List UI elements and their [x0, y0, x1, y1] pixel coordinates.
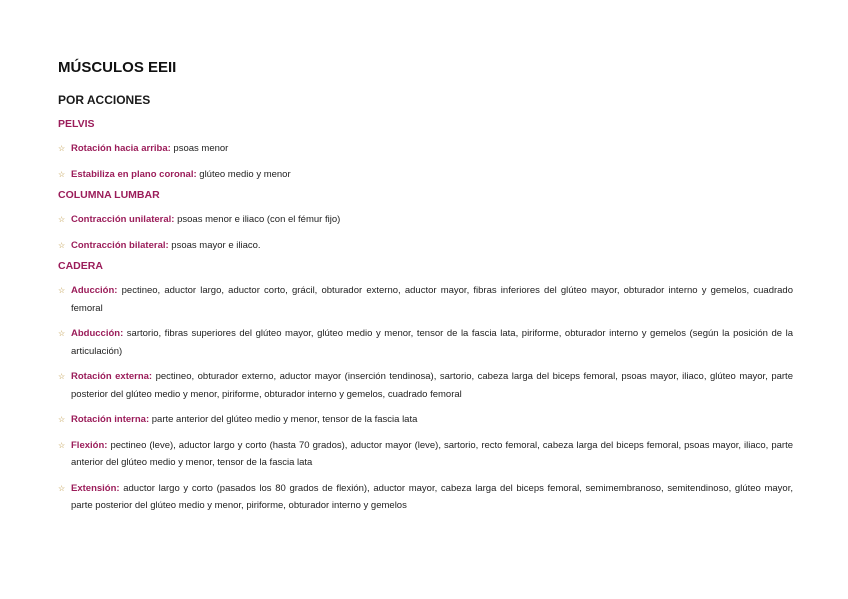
list-item: [58, 368, 793, 403]
list-item: [58, 480, 793, 515]
document-title: MÚSCULOS EEII: [58, 59, 177, 76]
item-text: psoas menor: [170, 143, 229, 154]
item-text: aductor largo y corto (pasados los 80 grados de flexión), aductor mayor, cabeza larga del biceps femoral, semimembranoso, semitendinoso, glúteo mayor, parte posterior del glúteo medio y menor, piriforme, obturador interno y gemelos: [71, 482, 793, 511]
star-icon: ☆: [58, 440, 66, 450]
item-term: Extensión:: [71, 482, 120, 494]
list-item: [58, 211, 793, 229]
list-item: [58, 411, 793, 429]
item-term: Contracción unilateral:: [71, 214, 175, 225]
list-item: [58, 140, 793, 158]
item-text: sartorio, fibras superiores del glúteo mayor, glúteo medio y menor, tensor de la fascia lata, piriforme, obturador interno y gemelos (según la posición de la articulación): [71, 328, 793, 357]
document-page: [58, 57, 793, 515]
star-icon: ☆: [58, 415, 66, 424]
item-text: pectineo, obturador externo, aductor mayor (inserción tendinosa), sartorio, cabeza larga del biceps femoral, psoas mayor, iliaco, glúteo mayor, parte posterior del glúteo medio y menor, piriforme, obturador interno y gemelos, cuadrado femoral: [71, 371, 793, 400]
item-term: Rotación hacia arriba:: [71, 143, 171, 154]
item-term: Rotación interna:: [71, 414, 150, 425]
section-heading-columna-lumbar: COLUMNA LUMBAR: [58, 189, 160, 201]
item-term: Abducción:: [71, 328, 124, 339]
star-icon: ☆: [58, 483, 66, 493]
item-text: pectineo (leve), aductor largo y corto (hasta 70 grados), aductor mayor (leve), sartorio, recto femoral, cabeza larga del biceps femoral, psoas mayor, iliaco, parte anterior del glúteo medio y menor, tensor de la fascia lata: [71, 439, 793, 468]
list-item: [58, 282, 793, 317]
item-text: pectineo, aductor largo, aductor corto, grácil, obturador externo, aductor mayor, fibras inferiores del glúteo mayor, obturador interno y gemelos, cuadrado femoral: [71, 285, 793, 314]
list-item: [58, 237, 793, 255]
section-heading-pelvis: PELVIS: [58, 118, 95, 130]
list-item: [58, 437, 793, 472]
star-icon: ☆: [58, 215, 66, 224]
star-icon: ☆: [58, 240, 66, 250]
section-heading-cadera: CADERA: [58, 260, 103, 272]
item-term: Contracción bilateral:: [71, 239, 169, 251]
item-text: psoas menor e iliaco (con el fémur fijo): [174, 214, 341, 225]
item-text: psoas mayor e iliaco.: [168, 239, 261, 251]
item-term: Estabiliza en plano coronal:: [71, 168, 197, 180]
item-text: glúteo medio y menor: [196, 168, 291, 180]
section-columna-lumbar: [58, 188, 793, 254]
section-pelvis: [58, 117, 793, 183]
star-icon: ☆: [58, 169, 66, 179]
star-icon: ☆: [58, 286, 66, 295]
list-item: [58, 325, 793, 360]
section-cadera: [58, 259, 793, 515]
star-icon: ☆: [58, 372, 66, 381]
item-text: parte anterior del glúteo medio y menor, tensor de la fascia lata: [149, 414, 418, 425]
item-term: Aducción:: [71, 285, 118, 296]
star-icon: ☆: [58, 144, 66, 153]
item-term: Rotación externa:: [71, 371, 153, 382]
list-item: [58, 166, 793, 184]
star-icon: ☆: [58, 329, 66, 338]
document-subtitle: POR ACCIONES: [58, 93, 151, 107]
item-term: Flexión:: [71, 439, 108, 451]
